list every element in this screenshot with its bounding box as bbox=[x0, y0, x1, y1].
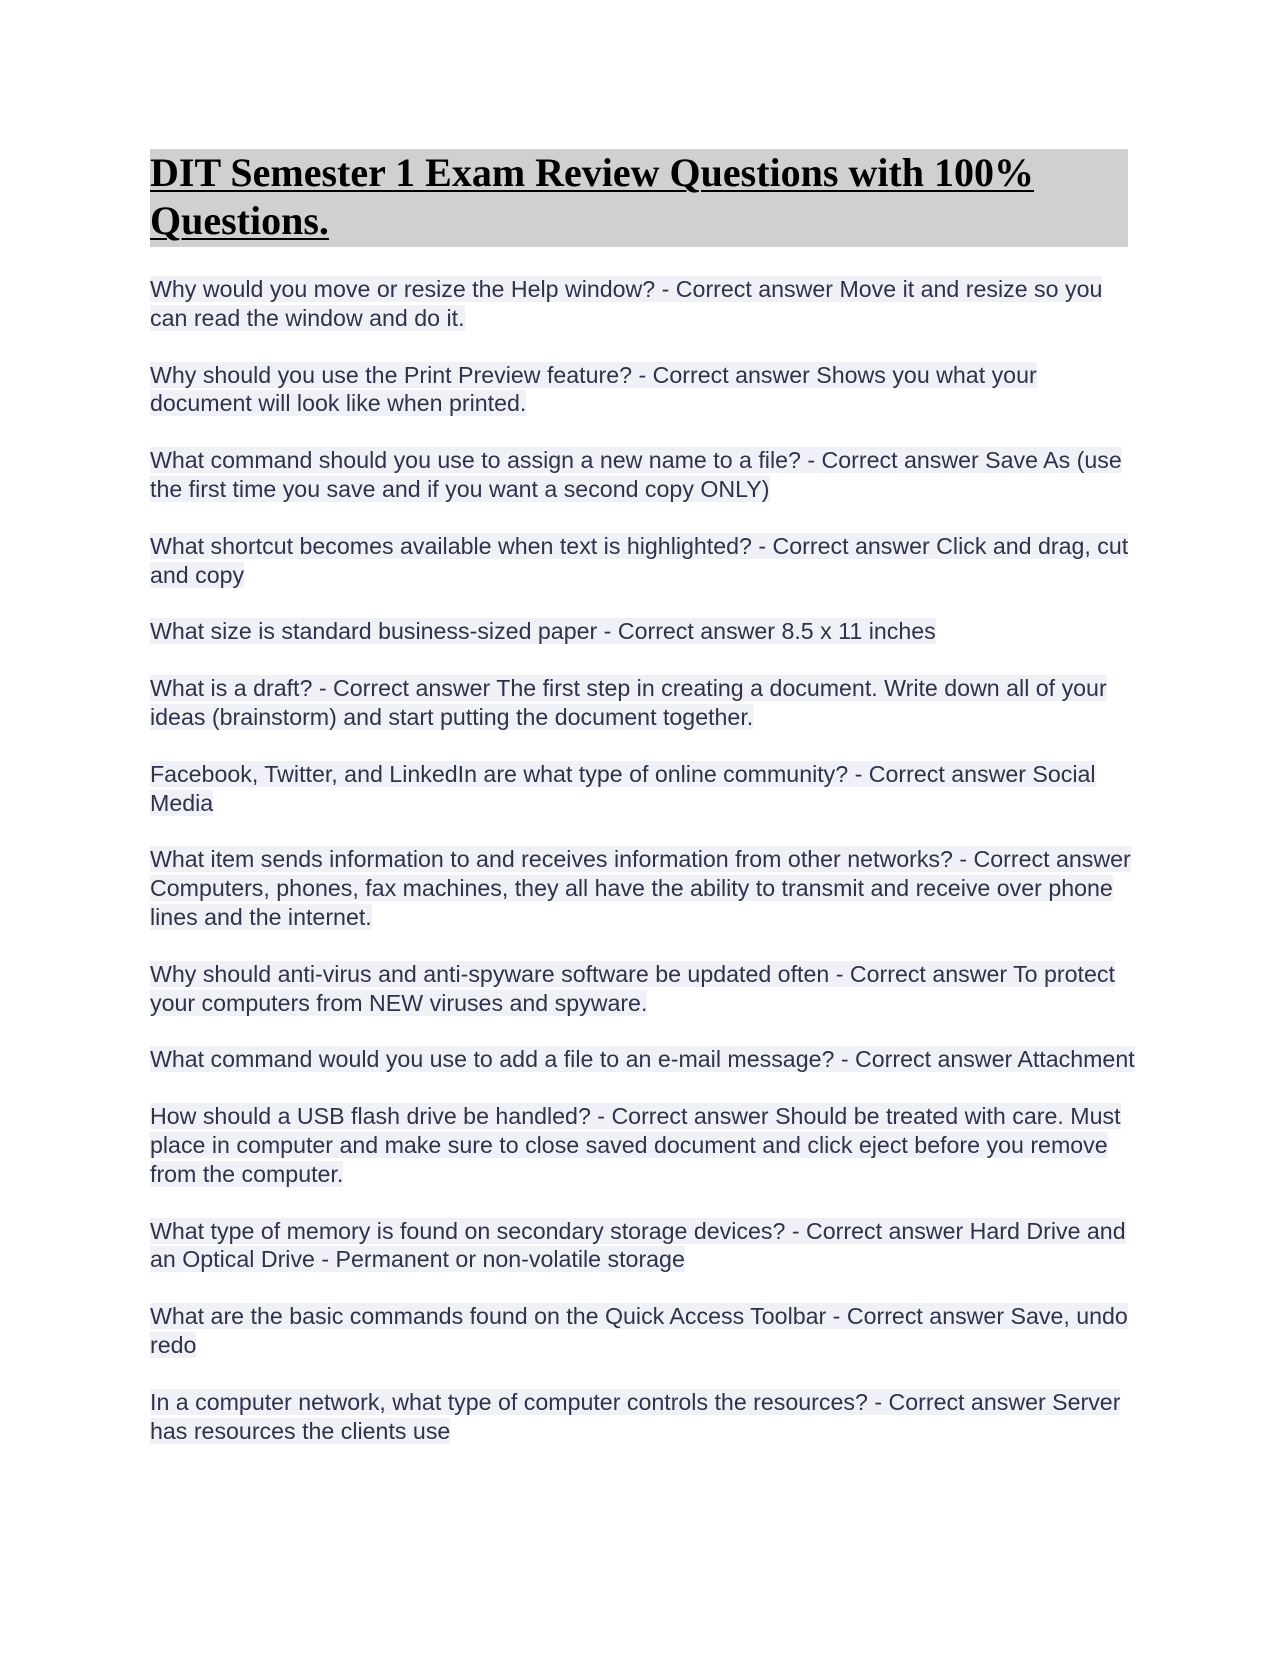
document-title: DIT Semester 1 Exam Review Questions with 100% Questions. bbox=[150, 150, 1035, 243]
title-block bbox=[150, 149, 1128, 247]
qa-item bbox=[150, 446, 1135, 504]
qa-item bbox=[150, 1302, 1135, 1360]
qa-text: Facebook, Twitter, and LinkedIn are what type of online community? - Correct answer Social Media bbox=[150, 760, 1096, 816]
qa-item bbox=[150, 1102, 1135, 1188]
qa-text: What command would you use to add a file to an e-mail message? - Correct answer Attachment bbox=[150, 1046, 1135, 1073]
qa-text: What are the basic commands found on the Quick Access Toolbar - Correct answer Save, undo redo bbox=[150, 1303, 1128, 1358]
qa-item bbox=[150, 361, 1135, 419]
qa-text: In a computer network, what type of computer controls the resources? - Correct answer Server has resources the clients use bbox=[150, 1388, 1121, 1444]
qa-text: What type of memory is found on secondary storage devices? - Correct answer Hard Drive and an Optical Drive - Permanent or non-volatile storage bbox=[150, 1217, 1126, 1273]
qa-item bbox=[150, 617, 1135, 646]
qa-text: Why should you use the Print Preview feature? - Correct answer Shows you what your document will look like when printed. bbox=[150, 361, 1037, 417]
qa-text: What command should you use to assign a new name to a file? - Correct answer Save As (use the first time you save and if you want a second copy ONLY) bbox=[150, 447, 1122, 502]
qa-item bbox=[150, 760, 1135, 818]
qa-item bbox=[150, 1217, 1135, 1275]
qa-item bbox=[150, 1045, 1135, 1074]
qa-item bbox=[150, 1388, 1135, 1446]
qa-item bbox=[150, 674, 1135, 732]
qa-text: Why would you move or resize the Help window? - Correct answer Move it and resize so you can read the window and do it. bbox=[150, 276, 1103, 331]
qa-text: Why should anti-virus and anti-spyware software be updated often - Correct answer To protect your computers from NEW viruses and spyware. bbox=[150, 960, 1115, 1016]
qa-item bbox=[150, 960, 1135, 1018]
qa-text: What is a draft? - Correct answer The first step in creating a document. Write down all of your ideas (brainstorm) and start putting the document together. bbox=[150, 675, 1107, 730]
qa-item bbox=[150, 532, 1135, 590]
qa-text: What item sends information to and receives information from other networks? - Correct answer Computers, phones, fax machines, they all have the ability to transmit and receive over phone lines and the internet. bbox=[150, 846, 1131, 930]
qa-list bbox=[150, 275, 1135, 1473]
qa-item bbox=[150, 845, 1135, 931]
qa-text: What size is standard business-sized paper - Correct answer 8.5 x 11 inches bbox=[150, 618, 936, 645]
qa-text: What shortcut becomes available when text is highlighted? - Correct answer Click and drag, cut and copy bbox=[150, 532, 1129, 588]
qa-item bbox=[150, 275, 1135, 333]
qa-text: How should a USB flash drive be handled? - Correct answer Should be treated with care. Must place in computer and make sure to close saved document and click eject before you remove from the computer. bbox=[150, 1103, 1121, 1187]
